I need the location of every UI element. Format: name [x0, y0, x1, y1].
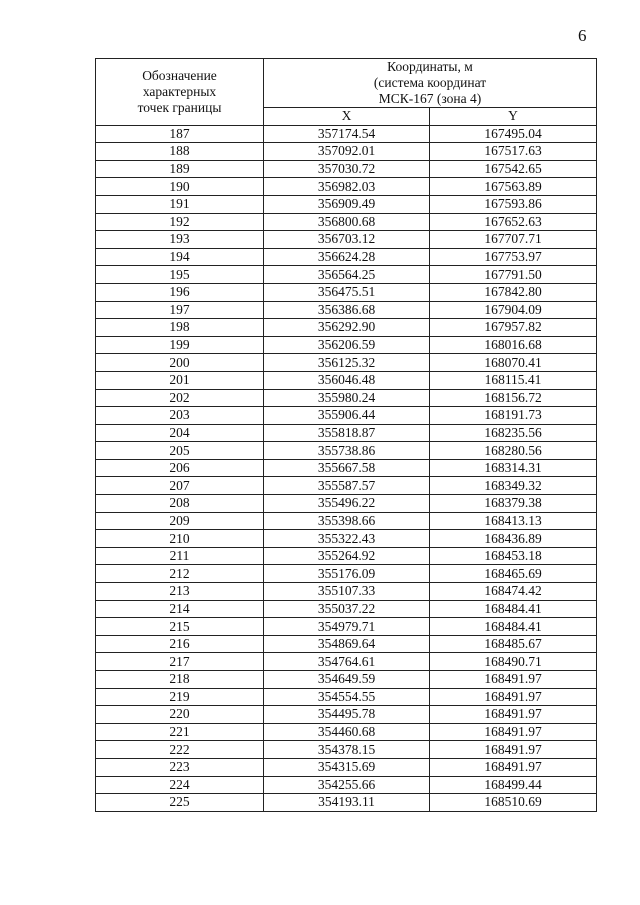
x-coordinate-cell: 354460.68: [264, 723, 430, 741]
y-column-header: Y: [430, 108, 597, 126]
y-coordinate-cell: 168436.89: [430, 530, 597, 548]
x-coordinate-cell: 355667.58: [264, 459, 430, 477]
y-coordinate-cell: 168510.69: [430, 794, 597, 812]
x-coordinate-cell: 355906.44: [264, 407, 430, 425]
table-row: [96, 125, 597, 143]
table-body: [96, 125, 597, 811]
y-coordinate-cell: 167791.50: [430, 266, 597, 284]
table-row: [96, 600, 597, 618]
table-row: [96, 741, 597, 759]
y-coordinate-cell: 168235.56: [430, 424, 597, 442]
point-id-cell: 203: [96, 407, 264, 425]
header-line: точек границы: [137, 99, 222, 115]
y-coordinate-cell: 168016.68: [430, 336, 597, 354]
y-coordinate-cell: 168465.69: [430, 565, 597, 583]
table-row: [96, 758, 597, 776]
point-id-cell: 217: [96, 653, 264, 671]
x-coordinate-cell: 356909.49: [264, 195, 430, 213]
x-coordinate-cell: 356624.28: [264, 248, 430, 266]
coordinates-header: [264, 59, 597, 108]
point-id-cell: 222: [96, 741, 264, 759]
x-coordinate-cell: 354255.66: [264, 776, 430, 794]
y-coordinate-cell: 168474.42: [430, 583, 597, 601]
table-row: [96, 301, 597, 319]
point-id-cell: 209: [96, 512, 264, 530]
point-id-cell: 204: [96, 424, 264, 442]
x-coordinate-cell: 355264.92: [264, 547, 430, 565]
table-row: [96, 706, 597, 724]
header-line: Обозначение: [142, 67, 217, 83]
table-row: [96, 723, 597, 741]
table-row: [96, 618, 597, 636]
point-id-cell: 215: [96, 618, 264, 636]
x-coordinate-cell: 357174.54: [264, 125, 430, 143]
x-coordinate-cell: 357092.01: [264, 143, 430, 161]
table-row: [96, 354, 597, 372]
table-row: [96, 459, 597, 477]
x-coordinate-cell: 355496.22: [264, 495, 430, 513]
page-number: 6: [578, 26, 587, 45]
x-coordinate-cell: 355818.87: [264, 424, 430, 442]
x-coordinate-cell: 355587.57: [264, 477, 430, 495]
point-id-cell: 190: [96, 178, 264, 196]
y-coordinate-cell: 168280.56: [430, 442, 597, 460]
point-id-cell: 205: [96, 442, 264, 460]
y-coordinate-cell: 167652.63: [430, 213, 597, 231]
x-coordinate-cell: 354495.78: [264, 706, 430, 724]
y-coordinate-cell: 167593.86: [430, 195, 597, 213]
point-id-cell: 188: [96, 143, 264, 161]
y-coordinate-cell: 168115.41: [430, 371, 597, 389]
table-row: [96, 389, 597, 407]
point-id-cell: 212: [96, 565, 264, 583]
x-coordinate-cell: 355322.43: [264, 530, 430, 548]
header-line: Координаты, м: [387, 59, 473, 74]
x-coordinate-cell: 356292.90: [264, 319, 430, 337]
point-id-cell: 202: [96, 389, 264, 407]
table-row: [96, 266, 597, 284]
point-id-cell: 218: [96, 671, 264, 689]
x-coordinate-cell: 356800.68: [264, 213, 430, 231]
table-header: [96, 59, 597, 126]
point-id-cell: 219: [96, 688, 264, 706]
y-coordinate-cell: 168499.44: [430, 776, 597, 794]
point-id-cell: 216: [96, 635, 264, 653]
table-row: [96, 671, 597, 689]
y-coordinate-cell: 167842.80: [430, 283, 597, 301]
table-row: [96, 407, 597, 425]
table-row: [96, 143, 597, 161]
x-coordinate-cell: 355107.33: [264, 583, 430, 601]
coordinates-table: [95, 58, 597, 812]
table-row: [96, 794, 597, 812]
point-id-cell: 214: [96, 600, 264, 618]
x-coordinate-cell: 355037.22: [264, 600, 430, 618]
point-id-cell: 193: [96, 231, 264, 249]
x-coordinate-cell: 354193.11: [264, 794, 430, 812]
point-id-cell: 210: [96, 530, 264, 548]
y-coordinate-cell: 167517.63: [430, 143, 597, 161]
x-coordinate-cell: 356703.12: [264, 231, 430, 249]
point-id-cell: 198: [96, 319, 264, 337]
y-coordinate-cell: 167753.97: [430, 248, 597, 266]
point-id-cell: 224: [96, 776, 264, 794]
y-coordinate-cell: 167957.82: [430, 319, 597, 337]
table-row: [96, 178, 597, 196]
point-id-cell: 200: [96, 354, 264, 372]
y-coordinate-cell: 168485.67: [430, 635, 597, 653]
table-row: [96, 477, 597, 495]
x-coordinate-cell: 355738.86: [264, 442, 430, 460]
x-coordinate-cell: 354378.15: [264, 741, 430, 759]
x-coordinate-cell: 356046.48: [264, 371, 430, 389]
y-coordinate-cell: 167542.65: [430, 160, 597, 178]
point-id-cell: 189: [96, 160, 264, 178]
table-row: [96, 424, 597, 442]
x-coordinate-cell: 356982.03: [264, 178, 430, 196]
table-row: [96, 565, 597, 583]
table-row: [96, 213, 597, 231]
point-id-cell: 199: [96, 336, 264, 354]
header-line: МСК-167 (зона 4): [378, 91, 482, 106]
y-coordinate-cell: 168491.97: [430, 723, 597, 741]
point-id-cell: 223: [96, 758, 264, 776]
y-coordinate-cell: 168413.13: [430, 512, 597, 530]
table-row: [96, 547, 597, 565]
point-id-cell: 195: [96, 266, 264, 284]
x-coordinate-cell: 356125.32: [264, 354, 430, 372]
x-coordinate-cell: 355398.66: [264, 512, 430, 530]
point-id-cell: 207: [96, 477, 264, 495]
point-id-cell: 187: [96, 125, 264, 143]
y-coordinate-cell: 168491.97: [430, 688, 597, 706]
y-coordinate-cell: 167563.89: [430, 178, 597, 196]
y-coordinate-cell: 167707.71: [430, 231, 597, 249]
point-id-cell: 225: [96, 794, 264, 812]
table-row: [96, 688, 597, 706]
table-row: [96, 371, 597, 389]
point-id-cell: 220: [96, 706, 264, 724]
x-coordinate-cell: 356206.59: [264, 336, 430, 354]
point-id-cell: 208: [96, 495, 264, 513]
x-coordinate-cell: 354764.61: [264, 653, 430, 671]
point-id-cell: 192: [96, 213, 264, 231]
table-row: [96, 583, 597, 601]
table-row: [96, 653, 597, 671]
y-coordinate-cell: 168484.41: [430, 618, 597, 636]
table-row: [96, 442, 597, 460]
table-row: [96, 195, 597, 213]
x-coordinate-cell: 354979.71: [264, 618, 430, 636]
y-coordinate-cell: 168491.97: [430, 671, 597, 689]
table-row: [96, 231, 597, 249]
y-coordinate-cell: 168491.97: [430, 741, 597, 759]
y-coordinate-cell: 168379.38: [430, 495, 597, 513]
y-coordinate-cell: 168490.71: [430, 653, 597, 671]
table-row: [96, 776, 597, 794]
y-coordinate-cell: 168491.97: [430, 758, 597, 776]
x-coordinate-cell: 355980.24: [264, 389, 430, 407]
x-coordinate-cell: 354869.64: [264, 635, 430, 653]
x-coordinate-cell: 356386.68: [264, 301, 430, 319]
header-line: (система координат: [373, 75, 487, 90]
y-coordinate-cell: 168349.32: [430, 477, 597, 495]
y-coordinate-cell: 167904.09: [430, 301, 597, 319]
x-coordinate-cell: 357030.72: [264, 160, 430, 178]
point-id-cell: 201: [96, 371, 264, 389]
table-row: [96, 635, 597, 653]
table-row: [96, 512, 597, 530]
table-row: [96, 248, 597, 266]
table-row: [96, 530, 597, 548]
y-coordinate-cell: 168314.31: [430, 459, 597, 477]
table-row: [96, 319, 597, 337]
y-coordinate-cell: 167495.04: [430, 125, 597, 143]
x-coordinate-cell: 354649.59: [264, 671, 430, 689]
table-row: [96, 336, 597, 354]
point-id-cell: 206: [96, 459, 264, 477]
point-id-cell: 221: [96, 723, 264, 741]
table-row: [96, 160, 597, 178]
x-coordinate-cell: 356475.51: [264, 283, 430, 301]
point-id-cell: 196: [96, 283, 264, 301]
point-id-cell: 211: [96, 547, 264, 565]
y-coordinate-cell: 168491.97: [430, 706, 597, 724]
table-row: [96, 495, 597, 513]
header-line: характерных: [142, 83, 217, 99]
point-id-cell: 191: [96, 195, 264, 213]
x-coordinate-cell: 354315.69: [264, 758, 430, 776]
y-coordinate-cell: 168070.41: [430, 354, 597, 372]
x-coordinate-cell: 354554.55: [264, 688, 430, 706]
x-column-header: X: [264, 108, 430, 126]
y-coordinate-cell: 168484.41: [430, 600, 597, 618]
x-coordinate-cell: 356564.25: [264, 266, 430, 284]
point-designation-header: [96, 59, 264, 126]
point-id-cell: 194: [96, 248, 264, 266]
point-id-cell: 197: [96, 301, 264, 319]
table-row: [96, 283, 597, 301]
y-coordinate-cell: 168191.73: [430, 407, 597, 425]
point-id-cell: 213: [96, 583, 264, 601]
y-coordinate-cell: 168156.72: [430, 389, 597, 407]
y-coordinate-cell: 168453.18: [430, 547, 597, 565]
x-coordinate-cell: 355176.09: [264, 565, 430, 583]
